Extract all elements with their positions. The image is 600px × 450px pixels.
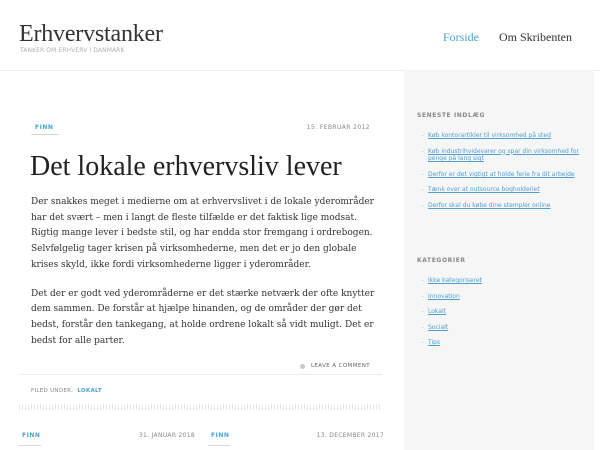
nav-item-forside[interactable]: Forside: [443, 30, 479, 44]
list-item: [422, 339, 582, 347]
post-body: [31, 195, 379, 362]
recent-post-link[interactable]: Køb industrihvidevarer og spar din virksomhed for penge på lang sigt: [428, 147, 579, 163]
list-item: [422, 171, 582, 179]
post-preview-divider: [208, 445, 230, 446]
category-link[interactable]: Lokalt: [428, 308, 446, 316]
main-nav: [443, 30, 572, 45]
list-item: [422, 277, 582, 285]
categories-list: [422, 277, 582, 355]
recent-post-link[interactable]: Derfor er det vigtigt at holde ferie fra dit arbejde: [428, 170, 575, 178]
post-preview: [19, 426, 195, 446]
post-preview-divider: [19, 445, 41, 446]
post-paragraph: Det der er godt ved yderområderne er det stærke netværk der ofte knytter dem sammen. De forstår at hjælpe hinanden, og de områder der gør det bedst, forstår den tankegang, at holde ordrene lokalt så vidt muligt. Det er bedst for alle parter.: [31, 288, 375, 346]
recent-post-link[interactable]: Derfor skal du købe dine stempler online: [428, 201, 551, 209]
list-item: [422, 308, 582, 316]
post-meta: [19, 124, 382, 132]
recent-posts-list: [422, 132, 582, 218]
filed-category-link[interactable]: LOKALT: [77, 388, 102, 394]
post-preview-date: 31. JANUAR 2018: [138, 432, 195, 439]
post-date: 15. FEBRUAR 2012: [306, 124, 370, 131]
post-category-link[interactable]: FINN: [35, 124, 54, 131]
list-item: [422, 202, 582, 210]
post-preview-category-link[interactable]: FINN: [211, 432, 230, 439]
leave-comment-link[interactable]: LEAVE A COMMENT: [310, 363, 370, 369]
post-preview-category-link[interactable]: FINN: [22, 432, 41, 439]
list-item: [422, 148, 582, 163]
post-comment-row: [300, 363, 370, 369]
comment-icon: [300, 364, 305, 369]
site-description: TANKER OM ERHVERV I DANMARK: [20, 47, 125, 54]
filed-under-label: FILED UNDER:: [31, 388, 74, 394]
recent-post-link[interactable]: Tænk over at outsource bogholderiet: [428, 186, 540, 194]
post-meta-divider: [31, 134, 59, 135]
post-filed-under: [31, 388, 102, 394]
recent-post-link[interactable]: Køb kontorartikler til virksomhed på sted: [428, 132, 551, 139]
category-link[interactable]: Socialt: [428, 323, 449, 331]
post-separator: [19, 404, 382, 410]
post-footer-divider: [19, 374, 382, 375]
list-item: [422, 132, 582, 140]
main-content: [19, 70, 382, 450]
category-link[interactable]: Tips: [428, 339, 441, 347]
site-title[interactable]: Erhvervstanker: [19, 21, 163, 47]
list-item: [422, 186, 582, 194]
category-link[interactable]: Innovation: [428, 292, 460, 300]
categories-title: KATEGORIER: [417, 257, 466, 264]
post-title[interactable]: Det lokale erhvervsliv lever: [30, 151, 342, 182]
recent-posts-title: SENESTE INDLÆG: [417, 112, 486, 119]
nav-item-om-skribenten[interactable]: Om Skribenten: [499, 30, 572, 44]
list-item: [422, 324, 582, 332]
post-preview: [208, 426, 384, 446]
category-link[interactable]: Ikke kategoriseret: [428, 277, 483, 284]
post-paragraph: Der snakkes meget i medierne om at erhvervslivet i de lokale yderområder har det svært – men i langt de fleste tilfælde er det faktisk lige modsat. Rigtig mange lever i bedste stil, og har endda stor fremgang i ordrebogen. Selvfølgelig tager krisen på virksomhederne, men det er jo den globale krises skyld, ikke fordi virksomhederne ligger i yderområder.: [31, 197, 374, 270]
list-item: [422, 293, 582, 301]
post-preview-date: 13. DECEMBER 2017: [316, 432, 384, 439]
sidebar: [404, 70, 594, 450]
site-header: [0, 0, 600, 71]
